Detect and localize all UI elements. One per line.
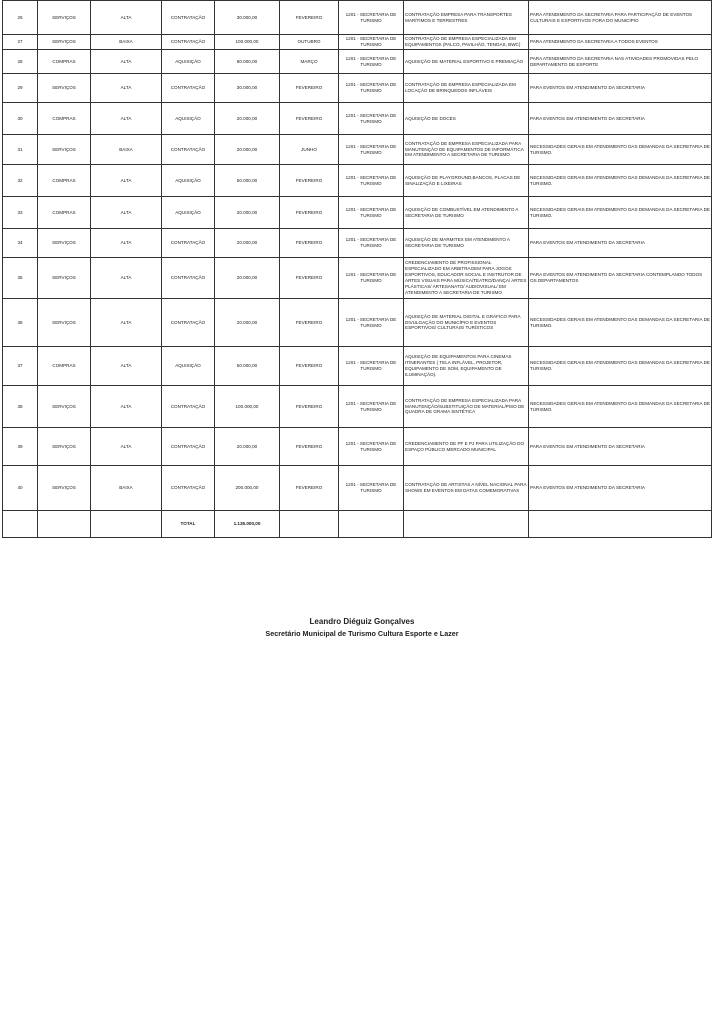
month-cell: FEVEREIRO [280, 197, 339, 229]
total-empty-cell [280, 511, 339, 538]
month-cell: MARÇO [280, 50, 339, 74]
item-type-cell: SERVIÇOS [38, 386, 91, 428]
table-row [3, 299, 712, 347]
object-description-cell: CONTRATAÇÃO DE EMPRESA ESPECIALIZADA PARA MANUTENÇÃO/SUBSTITUIÇÃO DE MATERIAL/PISO DE QUADRA DE GRAMA SINTÉTICA [404, 386, 529, 428]
budget-unit-cell: 1201 - SECRETARIA DE TURISMO [339, 347, 404, 386]
item-type-cell: COMPRAS [38, 347, 91, 386]
priority-cell: ALTA [91, 386, 162, 428]
modality-cell: CONTRATAÇÃO [162, 466, 215, 511]
object-description-cell: CREDENCIAMENTO DE PF E PJ PARA UTILIZAÇÃO DO ESPAÇO PÚBLICO MERCADO MUNICIPAL [404, 428, 529, 466]
estimated-value-cell: 20.000,00 [215, 299, 280, 347]
modality-cell: CONTRATAÇÃO [162, 428, 215, 466]
month-cell: FEVEREIRO [280, 428, 339, 466]
object-description-cell: AQUISIÇÃO DE EQUIPAMENTOS PARA CINEMAS ITINERANTES ( TELA INFLÁVEL, PROJETOR, EQUIPAMENTO DE SOM, EQUIPAMENTO DE ILUMINAÇÃO). [404, 347, 529, 386]
total-label: TOTAL [162, 511, 215, 538]
budget-unit-cell: 1201 - SECRETARIA DE TURISMO [339, 428, 404, 466]
modality-cell: AQUISIÇÃO [162, 347, 215, 386]
object-description-cell: CONTRATAÇÃO EMPRESA PARA TRANSPORTES MARÍTIMOS E TERRESTRES [404, 1, 529, 35]
item-type-cell: COMPRAS [38, 197, 91, 229]
justification-cell: PARA EVENTOS EM ATENDIMENTO DA SECRETARIA [529, 428, 712, 466]
budget-unit-cell: 1201 - SECRETARIA DE TURISMO [339, 386, 404, 428]
signatory-name: Leandro Diéguiz Gonçalves [309, 617, 415, 626]
item-number-cell: 31 [3, 135, 38, 165]
estimated-value-cell: 100.000,00 [215, 386, 280, 428]
priority-cell: ALTA [91, 1, 162, 35]
modality-cell: CONTRATAÇÃO [162, 229, 215, 258]
estimated-value-cell: 20.000,00 [215, 197, 280, 229]
modality-cell: AQUISIÇÃO [162, 103, 215, 135]
priority-cell: ALTA [91, 428, 162, 466]
budget-unit-cell: 1201 - SECRETARIA DE TURISMO [339, 165, 404, 197]
budget-unit-cell: 1201 - SECRETARIA DE TURISMO [339, 103, 404, 135]
item-type-cell: COMPRAS [38, 165, 91, 197]
justification-cell: PARA EVENTOS EM ATENDIMENTO DA SECRETARIA [529, 466, 712, 511]
month-cell: FEVEREIRO [280, 1, 339, 35]
item-number-cell: 39 [3, 428, 38, 466]
item-number-cell: 30 [3, 103, 38, 135]
budget-unit-cell: 1201 - SECRETARIA DE TURISMO [339, 258, 404, 299]
table-row [3, 466, 712, 511]
procurement-table [2, 0, 712, 538]
item-number-cell: 26 [3, 1, 38, 35]
budget-unit-cell: 1201 - SECRETARIA DE TURISMO [339, 1, 404, 35]
priority-cell: BAIXA [91, 466, 162, 511]
item-type-cell: SERVIÇOS [38, 428, 91, 466]
item-number-cell: 36 [3, 299, 38, 347]
budget-unit-cell: 1201 - SECRETARIA DE TURISMO [339, 50, 404, 74]
total-row [3, 511, 712, 538]
modality-cell: CONTRATAÇÃO [162, 74, 215, 103]
estimated-value-cell: 30.000,00 [215, 74, 280, 103]
table-row [3, 1, 712, 35]
estimated-value-cell: 50.000,00 [215, 165, 280, 197]
table-row [3, 229, 712, 258]
modality-cell: CONTRATAÇÃO [162, 258, 215, 299]
month-cell: FEVEREIRO [280, 347, 339, 386]
item-type-cell: SERVIÇOS [38, 35, 91, 50]
item-number-cell: 38 [3, 386, 38, 428]
object-description-cell: CREDENCIAMENTO DE PROFISSIONAL ESPECIALIZADO EM ARBITRAGEM PARA JOGOS ESPORTIVOS, EDUCADOR SOCIAL E INSTRUTOR DE ARTES VISUAIS PARA MÚSICA/TEATRO/DANÇA/ ARTES PLÁSTICAS/ ARTESANATO/ AUDIOVISUAL/ EM ATENDIMENTO A SECRETARIA DE TURISMO [404, 258, 529, 299]
justification-cell: PARA EVENTOS EM ATENDIMENTO DA SECRETARIA [529, 74, 712, 103]
table-row [3, 197, 712, 229]
estimated-value-cell: 30.000,00 [215, 1, 280, 35]
justification-cell: NECESSIDADES GERAIS EM ATENDIMENTO DAS DEMANDAS DA SECRETARIA DE TURISMO. [529, 386, 712, 428]
item-type-cell: SERVIÇOS [38, 74, 91, 103]
budget-unit-cell: 1201 - SECRETARIA DE TURISMO [339, 299, 404, 347]
table-row [3, 135, 712, 165]
estimated-value-cell: 50.000,00 [215, 347, 280, 386]
item-number-cell: 40 [3, 466, 38, 511]
item-number-cell: 37 [3, 347, 38, 386]
priority-cell: BAIXA [91, 135, 162, 165]
modality-cell: CONTRATAÇÃO [162, 1, 215, 35]
estimated-value-cell: 20.000,00 [215, 229, 280, 258]
object-description-cell: AQUISIÇÃO DE MATERIAL DIGITAL E GRÁFICO PARA DIVULGAÇÃO DO MUNICÍPIO E EVENTOS ESPORTIVOS/ CULTURAIS/ TURÍSTICOS [404, 299, 529, 347]
total-empty-cell [38, 511, 91, 538]
object-description-cell: CONTRATAÇÃO DE ARTISTAS A NÍVEL NACIONAL PARA SHOWS EM EVENTOS EM DATAS COMEMORATIVAS [404, 466, 529, 511]
modality-cell: CONTRATAÇÃO [162, 135, 215, 165]
modality-cell: AQUISIÇÃO [162, 197, 215, 229]
object-description-cell: AQUISIÇÃO DE PLAYGROUND,BANCOS, PLACAS DE SINALIZAÇÃO E LIXEIRAS [404, 165, 529, 197]
item-number-cell: 35 [3, 258, 38, 299]
total-empty-cell [91, 511, 162, 538]
month-cell: FEVEREIRO [280, 74, 339, 103]
month-cell: FEVEREIRO [280, 386, 339, 428]
justification-cell: PARA ATENDIMENTO DA SECRETARIA NAS ATIVIDADES PROMOVIDAS PELO DEPARTAMENTO DE ESPORTE [529, 50, 712, 74]
estimated-value-cell: 200.000,00 [215, 466, 280, 511]
estimated-value-cell: 20.000,00 [215, 103, 280, 135]
justification-cell: PARA ATENDIMENTO DA SECRETARIA PARA PARTICIPAÇÃO DE EVENTOS CULTURAIS E ESPORTIVOS FORA DO MUNICÍPIO [529, 1, 712, 35]
budget-unit-cell: 1201 - SECRETARIA DE TURISMO [339, 35, 404, 50]
object-description-cell: CONTRATAÇÃO DE EMPRESA ESPECIALIZADA EM LOCAÇÃO DE BRINQUEDOS INFLÁVEIS [404, 74, 529, 103]
estimated-value-cell: 100.000,00 [215, 35, 280, 50]
item-type-cell: SERVIÇOS [38, 135, 91, 165]
table-row [3, 165, 712, 197]
table-row [3, 74, 712, 103]
budget-unit-cell: 1201 - SECRETARIA DE TURISMO [339, 197, 404, 229]
total-empty-cell [3, 511, 38, 538]
item-number-cell: 27 [3, 35, 38, 50]
signatory-title: Secretário Municipal de Turismo Cultura Esporte e Lazer [265, 629, 459, 638]
priority-cell: ALTA [91, 299, 162, 347]
justification-cell: PARA EVENTOS EM ATENDIMENTO DA SECRETARIA [529, 229, 712, 258]
table-row [3, 258, 712, 299]
item-type-cell: SERVIÇOS [38, 466, 91, 511]
item-number-cell: 28 [3, 50, 38, 74]
month-cell: JUNHO [280, 135, 339, 165]
table-row [3, 386, 712, 428]
table-row [3, 103, 712, 135]
item-number-cell: 33 [3, 197, 38, 229]
priority-cell: ALTA [91, 50, 162, 74]
month-cell: FEVEREIRO [280, 466, 339, 511]
justification-cell: NECESSIDADES GERAIS EM ATENDIMENTO DAS DEMANDAS DA SECRETARIA DE TURISMO. [529, 197, 712, 229]
object-description-cell: AQUISIÇÃO DE COMBUSTÍVEL EM ATENDIMENTO A SECRETARIA DE TURISMO [404, 197, 529, 229]
justification-cell: NECESSIDADES GERAIS EM ATENDIMENTO DAS DEMANDAS DA SECRETARIA DE TURISMO. [529, 165, 712, 197]
estimated-value-cell: 20.000,00 [215, 428, 280, 466]
justification-cell: PARA EVENTOS EM ATENDIMENTO DA SECRETARIA [529, 103, 712, 135]
item-number-cell: 29 [3, 74, 38, 103]
item-type-cell: SERVIÇOS [38, 1, 91, 35]
priority-cell: ALTA [91, 165, 162, 197]
budget-unit-cell: 1201 - SECRETARIA DE TURISMO [339, 466, 404, 511]
object-description-cell: AQUISIÇÃO DE MARMITEX EM ATENDIMENTO A SECRETARIA DE TURISMO [404, 229, 529, 258]
justification-cell: PARA EVENTOS EM ATENDIMENTO DA SECRETARIA CONTEMPLANDO TODOS OS DEPARTAMENTOS [529, 258, 712, 299]
estimated-value-cell: 20.000,00 [215, 258, 280, 299]
object-description-cell: AQUISIÇÃO DE MATERIAL ESPORTIVO E PREMIAÇÃO [404, 50, 529, 74]
priority-cell: ALTA [91, 229, 162, 258]
priority-cell: ALTA [91, 258, 162, 299]
modality-cell: AQUISIÇÃO [162, 50, 215, 74]
object-description-cell: CONTRATAÇÃO DE EMPRESA ESPECIALIZADA EM EQUIPAMENTOS (PALCO, PAVILHÃO, TENDAS, BWC) [404, 35, 529, 50]
table-row [3, 35, 712, 50]
object-description-cell: CONTRATAÇÃO DE EMPRESA ESPECIALIZADA PARA MANUTENÇÃO DE EQUIPAMENTOS DE INFORMÁTICA EM ATENDIMENTO A SECRETARIA DE TURISMO [404, 135, 529, 165]
month-cell: FEVEREIRO [280, 258, 339, 299]
total-value: 1.135.000,00 [215, 511, 280, 538]
item-type-cell: SERVIÇOS [38, 299, 91, 347]
table-row [3, 428, 712, 466]
estimated-value-cell: 80.000,00 [215, 50, 280, 74]
justification-cell: NECESSIDADES GERAIS EM ATENDIMENTO DAS DEMANDAS DA SECRETARIA DE TURISMO. [529, 135, 712, 165]
budget-unit-cell: 1201 - SECRETARIA DE TURISMO [339, 74, 404, 103]
table-row [3, 50, 712, 74]
month-cell: FEVEREIRO [280, 165, 339, 197]
month-cell: FEVEREIRO [280, 229, 339, 258]
item-number-cell: 32 [3, 165, 38, 197]
item-number-cell: 34 [3, 229, 38, 258]
justification-cell: NECESSIDADES GERAIS EM ATENDIMENTO DAS DEMANDAS DA SECRETARIA DE TURISMO. [529, 347, 712, 386]
total-empty-cell [339, 511, 404, 538]
budget-unit-cell: 1201 - SECRETARIA DE TURISMO [339, 135, 404, 165]
item-type-cell: SERVIÇOS [38, 229, 91, 258]
justification-cell: NECESSIDADES GERAIS EM ATENDIMENTO DAS DEMANDAS DA SECRETARIA DE TURISMO. [529, 299, 712, 347]
modality-cell: AQUISIÇÃO [162, 165, 215, 197]
estimated-value-cell: 20.000,00 [215, 135, 280, 165]
total-empty-cell [404, 511, 529, 538]
priority-cell: ALTA [91, 74, 162, 103]
modality-cell: CONTRATAÇÃO [162, 386, 215, 428]
modality-cell: CONTRATAÇÃO [162, 35, 215, 50]
item-type-cell: COMPRAS [38, 103, 91, 135]
total-empty-cell [529, 511, 712, 538]
month-cell: OUTUBRO [280, 35, 339, 50]
item-type-cell: SERVIÇOS [38, 258, 91, 299]
priority-cell: ALTA [91, 197, 162, 229]
priority-cell: ALTA [91, 347, 162, 386]
priority-cell: ALTA [91, 103, 162, 135]
object-description-cell: AQUISIÇÃO DE DOCES [404, 103, 529, 135]
month-cell: FEVEREIRO [280, 299, 339, 347]
month-cell: FEVEREIRO [280, 103, 339, 135]
priority-cell: BAIXA [91, 35, 162, 50]
modality-cell: CONTRATAÇÃO [162, 299, 215, 347]
item-type-cell: COMPRAS [38, 50, 91, 74]
justification-cell: PARA ATENDIMENTO DA SECRETARIA A TODOS EVENTOS [529, 35, 712, 50]
budget-unit-cell: 1201 - SECRETARIA DE TURISMO [339, 229, 404, 258]
table-row [3, 347, 712, 386]
